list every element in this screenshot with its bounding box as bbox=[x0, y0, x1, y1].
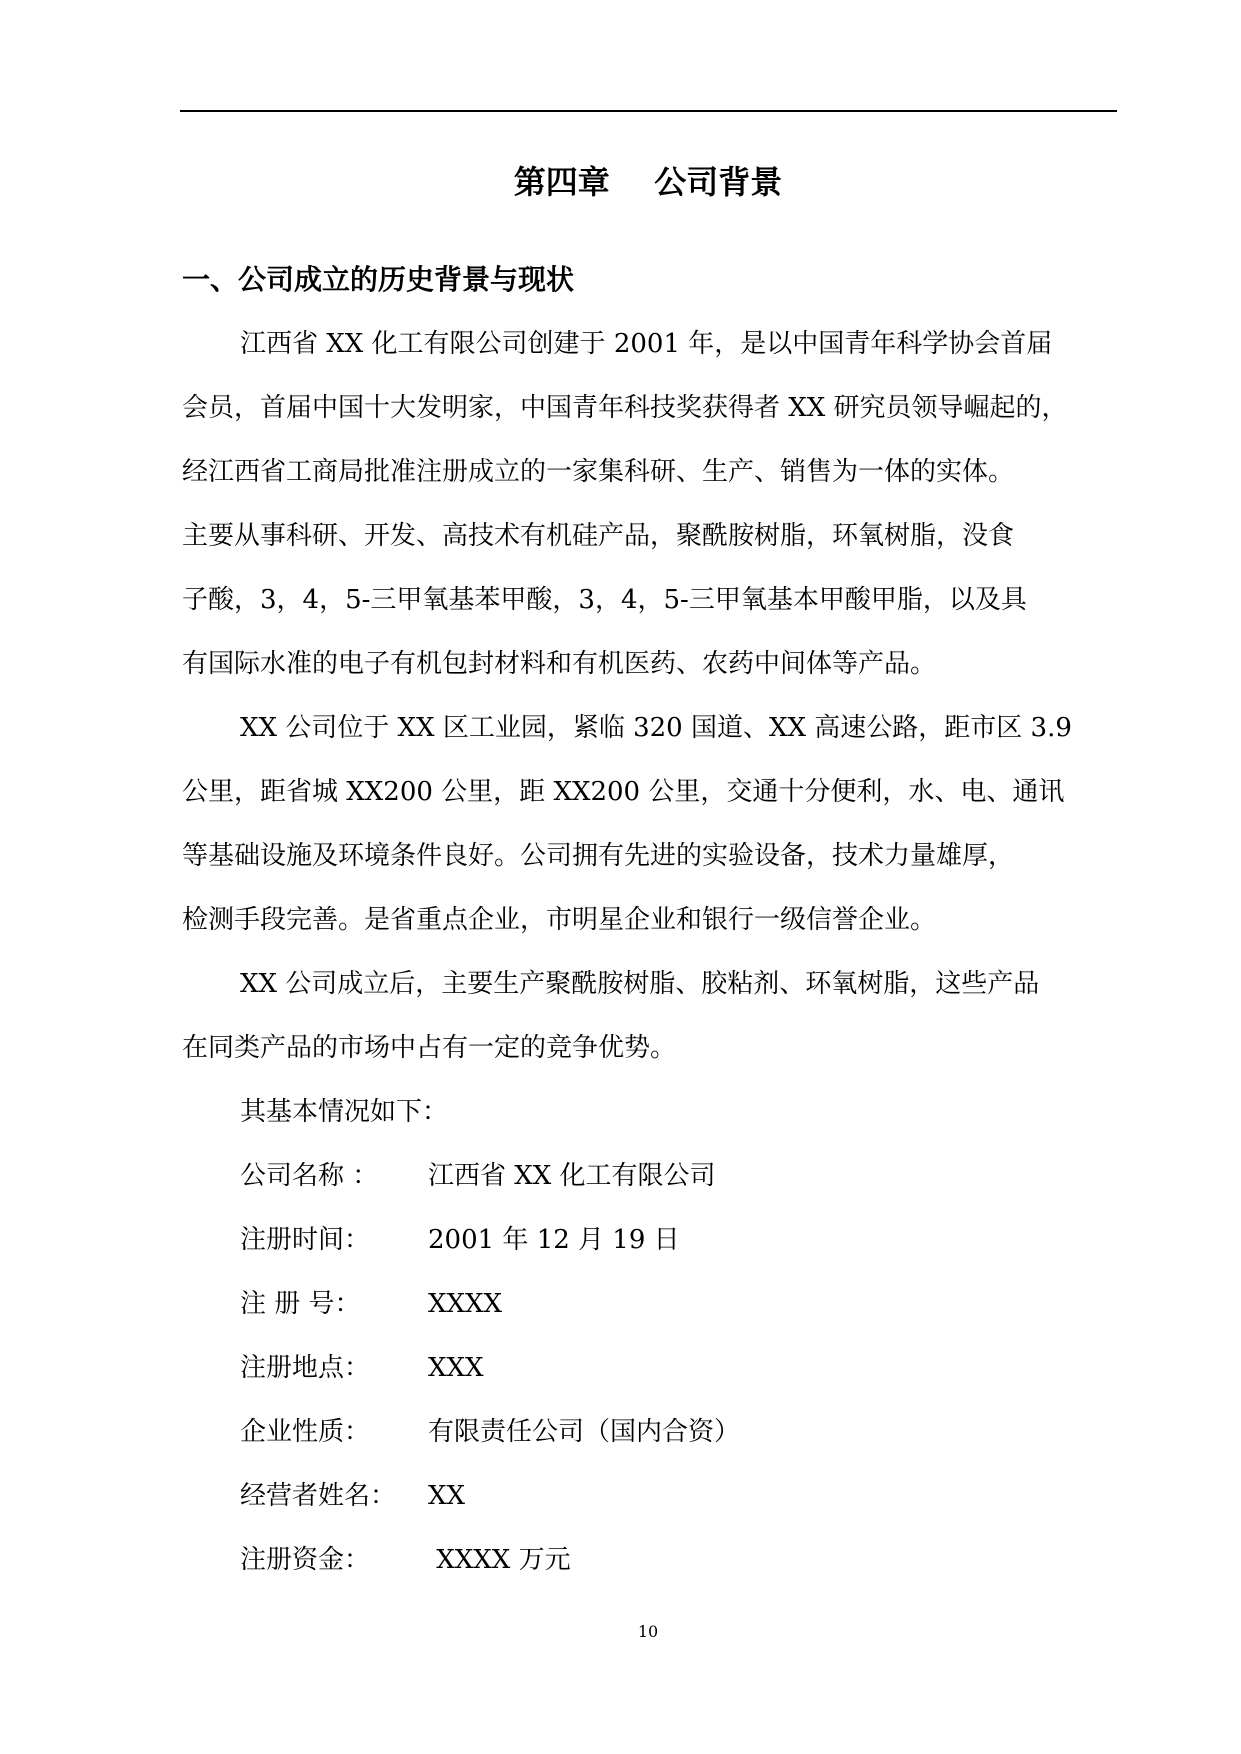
info-intro: 其基本情况如下： bbox=[240, 1097, 449, 1127]
paragraph-line: 有国际水准的电子有机包封材料和有机医药、农药中间体等产品。 bbox=[182, 649, 937, 679]
field-label-registration-date: 注册时间： bbox=[240, 1225, 371, 1255]
field-value-registered-capital: XXXX 万元 bbox=[428, 1545, 571, 1575]
section-heading: 一、公司成立的历史背景与现状 bbox=[182, 263, 575, 296]
field-label-registration-address: 注册地点： bbox=[240, 1353, 371, 1383]
chapter-title: 第四章 公司背景 bbox=[513, 163, 783, 201]
paragraph-line: 子酸，3，4，5-三甲氧基苯甲酸，3，4，5-三甲氧基本甲酸甲脂，以及具 bbox=[182, 585, 1027, 615]
field-value-company-name: 江西省 XX 化工有限公司 bbox=[428, 1161, 716, 1191]
header-rule bbox=[180, 110, 1117, 112]
page-number: 10 bbox=[637, 1622, 659, 1641]
paragraph-line: 等基础设施及环境条件良好。公司拥有先进的实验设备，技术力量雄厚， bbox=[182, 841, 1015, 871]
paragraph-line: 江西省 XX 化工有限公司创建于 2001 年，是以中国青年科学协会首届 bbox=[240, 329, 1053, 359]
paragraph-line: 主要从事科研、开发、高技术有机硅产品，聚酰胺树脂，环氧树脂，没食 bbox=[182, 521, 1015, 551]
field-value-registration-address: XXX bbox=[428, 1353, 484, 1383]
field-label-operator-name: 经营者姓名： bbox=[240, 1481, 397, 1511]
field-label-registration-number: 注 册 号： bbox=[240, 1289, 361, 1319]
paragraph-line: 在同类产品的市场中占有一定的竞争优势。 bbox=[182, 1033, 677, 1063]
paragraph-line: 会员，首届中国十大发明家，中国青年科技奖获得者 XX 研究员领导崛起的， bbox=[182, 393, 1068, 423]
field-value-registration-number: XXXX bbox=[428, 1289, 503, 1319]
paragraph-line: 公里，距省城 XX200 公里，距 XX200 公里，交通十分便利，水、电、通讯 bbox=[182, 777, 1065, 807]
field-value-registration-date: 2001 年 12 月 19 日 bbox=[428, 1225, 680, 1255]
paragraph-line: 经江西省工商局批准注册成立的一家集科研、生产、销售为一体的实体。 bbox=[182, 457, 1015, 487]
paragraph-line: XX 公司位于 XX 区工业园，紧临 320 国道、XX 高速公路，距市区 3.9 bbox=[240, 713, 1072, 743]
field-value-operator-name: XX bbox=[428, 1481, 466, 1511]
field-value-enterprise-type: 有限责任公司（国内合资） bbox=[428, 1417, 741, 1447]
paragraph-line: XX 公司成立后，主要生产聚酰胺树脂、胶粘剂、环氧树脂，这些产品 bbox=[240, 969, 1040, 999]
field-label-registered-capital: 注册资金： bbox=[240, 1545, 371, 1575]
field-label-company-name: 公司名称 ： bbox=[240, 1161, 379, 1191]
field-label-enterprise-type: 企业性质： bbox=[240, 1417, 371, 1447]
paragraph-line: 检测手段完善。是省重点企业，市明星企业和银行一级信誉企业。 bbox=[182, 905, 937, 935]
